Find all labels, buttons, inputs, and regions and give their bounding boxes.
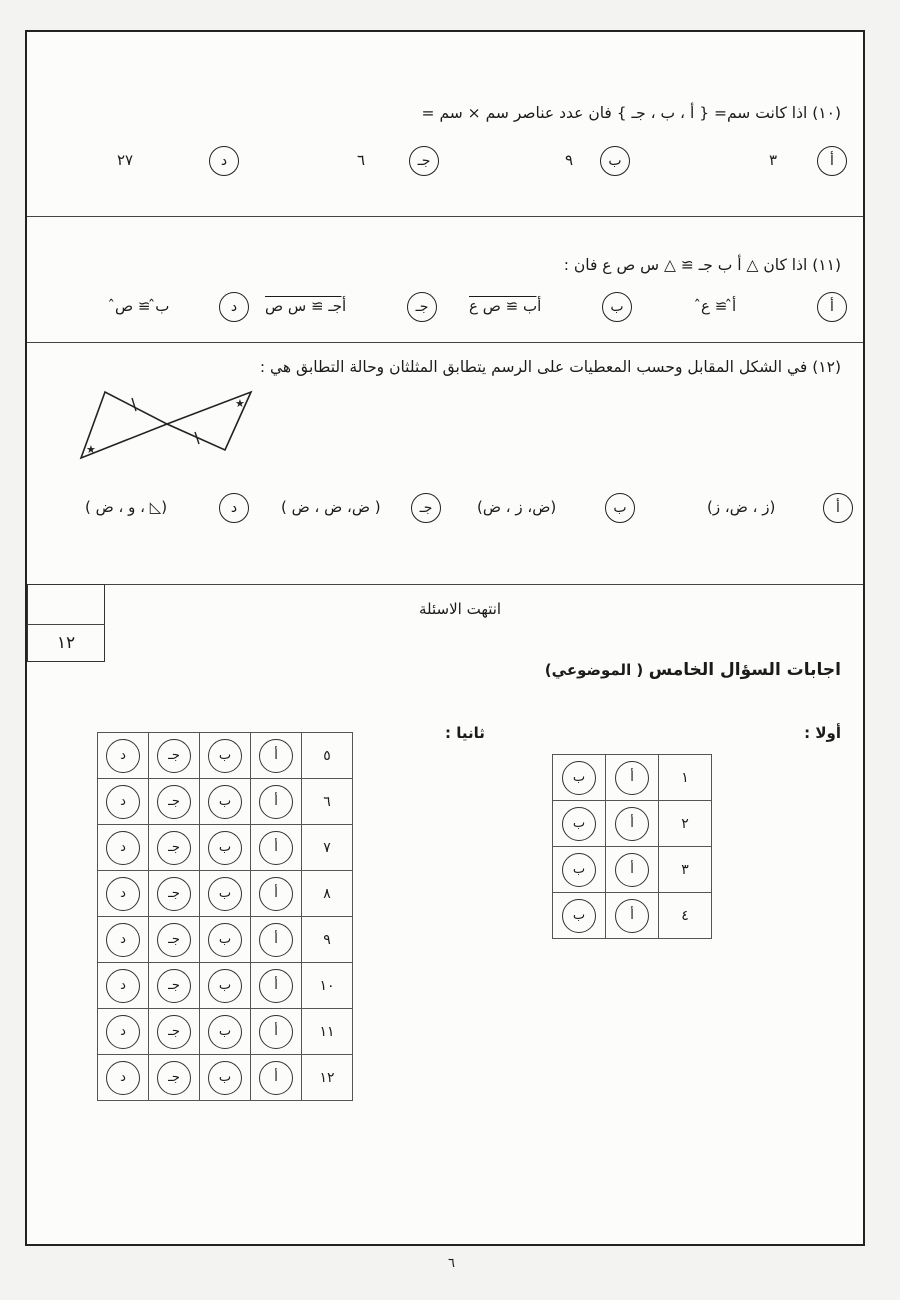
second-table-cell bbox=[98, 963, 149, 1009]
q11-option-a-value: أ̂ ≅ ع̂ bbox=[701, 297, 737, 315]
second-table-cell bbox=[251, 733, 302, 779]
second-table-cell bbox=[149, 1055, 200, 1101]
second-table-cell bbox=[200, 1009, 251, 1055]
divider-3 bbox=[27, 584, 863, 585]
q11-option-b-circle[interactable]: ب bbox=[602, 292, 632, 322]
second-table-bubble[interactable]: أ bbox=[259, 923, 293, 957]
second-table-cell bbox=[98, 1055, 149, 1101]
q11-option-c-circle[interactable]: جـ bbox=[407, 292, 437, 322]
first-table-row bbox=[553, 801, 712, 847]
second-table-cell bbox=[200, 963, 251, 1009]
second-table-cell bbox=[200, 1055, 251, 1101]
second-table-row bbox=[98, 1009, 353, 1055]
second-table-bubble[interactable]: أ bbox=[259, 739, 293, 773]
second-table-cell bbox=[200, 733, 251, 779]
second-table-bubble[interactable]: د bbox=[106, 1015, 140, 1049]
star-mark-right: ★ bbox=[235, 397, 245, 410]
first-table-cell bbox=[606, 755, 659, 801]
exam-page-frame bbox=[25, 30, 865, 1246]
second-table-cell bbox=[149, 825, 200, 871]
first-table-row bbox=[553, 847, 712, 893]
first-section-label: أولا : bbox=[804, 724, 841, 742]
second-table-bubble[interactable]: جـ bbox=[157, 785, 191, 819]
score-box-number: ١٢ bbox=[56, 633, 76, 653]
first-table-row bbox=[553, 893, 712, 939]
tick-marks bbox=[132, 398, 199, 444]
second-table-row bbox=[98, 825, 353, 871]
second-table-row bbox=[98, 733, 353, 779]
first-table-cell bbox=[553, 755, 606, 801]
second-table-bubble[interactable]: ب bbox=[208, 831, 242, 865]
second-table-number-cell: ٥ bbox=[302, 733, 353, 779]
second-table-cell bbox=[149, 917, 200, 963]
second-table-number-cell: ٦ bbox=[302, 779, 353, 825]
second-table-cell bbox=[251, 825, 302, 871]
second-answer-table bbox=[97, 732, 353, 1101]
second-table-bubble[interactable]: أ bbox=[259, 969, 293, 1003]
second-table-bubble[interactable]: جـ bbox=[157, 831, 191, 865]
first-table-bubble[interactable]: أ bbox=[615, 899, 649, 933]
q10-option-a-circle[interactable]: أ bbox=[817, 146, 847, 176]
second-table-cell bbox=[200, 825, 251, 871]
second-table-row bbox=[98, 779, 353, 825]
q10-text: (١٠) اذا كانت سم= { أ ، ب ، جـ } فان عدد عناصر سم × سم = bbox=[421, 104, 841, 122]
divider-2 bbox=[27, 342, 863, 343]
second-table-bubble[interactable]: ب bbox=[208, 1015, 242, 1049]
second-table-bubble[interactable]: د bbox=[106, 877, 140, 911]
second-table-cell bbox=[251, 1009, 302, 1055]
q12-option-b-circle[interactable]: ب bbox=[605, 493, 635, 523]
q12-option-a-circle[interactable]: أ bbox=[823, 493, 853, 523]
first-table-number-cell: ٤ bbox=[659, 893, 712, 939]
q11-option-d-circle[interactable]: د bbox=[219, 292, 249, 322]
q12-option-d-circle[interactable]: د bbox=[219, 493, 249, 523]
first-table-bubble[interactable]: ب bbox=[562, 807, 596, 841]
q10-option-c-circle[interactable]: جـ bbox=[409, 146, 439, 176]
q12-option-c-circle[interactable]: جـ bbox=[411, 493, 441, 523]
q11-option-b-value: أب ≅ ص ع bbox=[469, 297, 542, 315]
second-table-bubble[interactable]: ب bbox=[208, 923, 242, 957]
second-table-cell bbox=[251, 871, 302, 917]
second-table-number-cell: ١٢ bbox=[302, 1055, 353, 1101]
second-table-bubble[interactable]: د bbox=[106, 785, 140, 819]
second-table-bubble[interactable]: ب bbox=[208, 877, 242, 911]
second-table-number-cell: ٧ bbox=[302, 825, 353, 871]
second-table-bubble[interactable]: جـ bbox=[157, 1061, 191, 1095]
second-table-bubble[interactable]: ب bbox=[208, 1061, 242, 1095]
second-table-bubble[interactable]: أ bbox=[259, 1015, 293, 1049]
answers-title: اجابات السؤال الخامس bbox=[648, 660, 841, 680]
second-table-bubble[interactable]: جـ bbox=[157, 877, 191, 911]
second-table-row bbox=[98, 917, 353, 963]
second-table-cell bbox=[98, 871, 149, 917]
end-text: انتهت الاسئلة bbox=[419, 600, 502, 618]
q10-option-b-circle[interactable]: ب bbox=[600, 146, 630, 176]
q12-option-b-value: (ض، ز ، ض) bbox=[477, 498, 557, 516]
second-table-bubble[interactable]: د bbox=[106, 923, 140, 957]
first-table-cell bbox=[606, 847, 659, 893]
first-table-row bbox=[553, 755, 712, 801]
first-table-bubble[interactable]: أ bbox=[615, 807, 649, 841]
second-table-cell bbox=[251, 963, 302, 1009]
second-table-bubble[interactable]: جـ bbox=[157, 969, 191, 1003]
second-table-cell bbox=[98, 917, 149, 963]
second-table-number-cell: ٨ bbox=[302, 871, 353, 917]
second-table-cell bbox=[200, 779, 251, 825]
second-table-number-cell: ٩ bbox=[302, 917, 353, 963]
second-table-cell bbox=[98, 1009, 149, 1055]
second-table-bubble[interactable]: جـ bbox=[157, 739, 191, 773]
second-table-bubble[interactable]: أ bbox=[259, 785, 293, 819]
second-table-row bbox=[98, 1055, 353, 1101]
first-answer-table bbox=[552, 754, 712, 939]
first-table-cell bbox=[553, 847, 606, 893]
second-table-bubble[interactable]: د bbox=[106, 1061, 140, 1095]
second-table-cell bbox=[98, 779, 149, 825]
first-table-number-cell: ١ bbox=[659, 755, 712, 801]
first-table-number-cell: ٢ bbox=[659, 801, 712, 847]
second-table-bubble[interactable]: د bbox=[106, 739, 140, 773]
score-box-divider bbox=[27, 624, 105, 625]
second-section-label: ثانيا : bbox=[445, 724, 485, 742]
q11-option-a-circle[interactable]: أ bbox=[817, 292, 847, 322]
q11-text: (١١) اذا كان △ أ ب جـ ≅ △ س ص ع فان : bbox=[563, 256, 841, 274]
second-table-bubble[interactable]: ب bbox=[208, 739, 242, 773]
second-table-bubble[interactable]: د bbox=[106, 831, 140, 865]
second-table-bubble[interactable]: أ bbox=[259, 1061, 293, 1095]
second-table-cell bbox=[149, 779, 200, 825]
q10-option-d-value: ٢٧ bbox=[117, 151, 134, 169]
divider-1 bbox=[27, 216, 863, 217]
q12-option-d-value: (◺ ، و ، ض ) bbox=[85, 498, 168, 516]
second-table-cell bbox=[200, 917, 251, 963]
second-table-cell bbox=[251, 779, 302, 825]
congruent-triangles-figure bbox=[75, 384, 260, 464]
q10-option-d-circle[interactable]: د bbox=[209, 146, 239, 176]
second-table-bubble[interactable]: جـ bbox=[157, 923, 191, 957]
q10-option-b-value: ٩ bbox=[565, 151, 574, 169]
q11-option-c-value: أجـ ≅ س ص bbox=[265, 297, 347, 315]
second-table-number-cell: ١١ bbox=[302, 1009, 353, 1055]
second-table-bubble[interactable]: ب bbox=[208, 785, 242, 819]
first-table-bubble[interactable]: ب bbox=[562, 899, 596, 933]
answers-subtitle: ( الموضوعي) bbox=[544, 661, 644, 679]
first-table-cell bbox=[606, 801, 659, 847]
q12-option-a-value: (ز ، ض، ز) bbox=[707, 498, 776, 516]
second-table-cell bbox=[98, 825, 149, 871]
first-table-cell bbox=[553, 893, 606, 939]
second-table-row bbox=[98, 963, 353, 1009]
second-table-cell bbox=[200, 871, 251, 917]
second-table-row bbox=[98, 871, 353, 917]
second-table-cell bbox=[149, 1009, 200, 1055]
first-table-bubble[interactable]: أ bbox=[615, 761, 649, 795]
first-table-bubble[interactable]: ب bbox=[562, 853, 596, 887]
first-table-bubble[interactable]: أ bbox=[615, 853, 649, 887]
second-table-cell bbox=[149, 733, 200, 779]
second-table-bubble[interactable]: جـ bbox=[157, 1015, 191, 1049]
q11-option-d-value: ب̂ ≅ ص̂ bbox=[115, 297, 170, 315]
q10-option-c-value: ٦ bbox=[357, 151, 366, 169]
second-table-bubble[interactable]: د bbox=[106, 969, 140, 1003]
second-table-cell bbox=[251, 917, 302, 963]
answers-heading bbox=[545, 660, 841, 680]
q12-option-c-value: ( ض، ض ، ض ) bbox=[281, 498, 381, 516]
second-table-cell bbox=[149, 963, 200, 1009]
second-table-cell bbox=[98, 733, 149, 779]
page-number: ٦ bbox=[448, 1256, 455, 1271]
first-table-cell bbox=[553, 801, 606, 847]
first-table-cell bbox=[606, 893, 659, 939]
star-mark-left: ★ bbox=[86, 443, 96, 456]
second-table-bubble[interactable]: أ bbox=[259, 831, 293, 865]
q10-option-a-value: ٣ bbox=[769, 151, 778, 169]
second-table-bubble[interactable]: أ bbox=[259, 877, 293, 911]
triangles-shape bbox=[81, 392, 251, 458]
second-table-number-cell: ١٠ bbox=[302, 963, 353, 1009]
second-table-bubble[interactable]: ب bbox=[208, 969, 242, 1003]
first-table-bubble[interactable]: ب bbox=[562, 761, 596, 795]
second-table-cell bbox=[149, 871, 200, 917]
q12-text: (١٢) في الشكل المقابل وحسب المعطيات على الرسم يتطابق المثلثان وحالة التطابق هي : bbox=[259, 358, 841, 376]
second-table-cell bbox=[251, 1055, 302, 1101]
first-table-number-cell: ٣ bbox=[659, 847, 712, 893]
